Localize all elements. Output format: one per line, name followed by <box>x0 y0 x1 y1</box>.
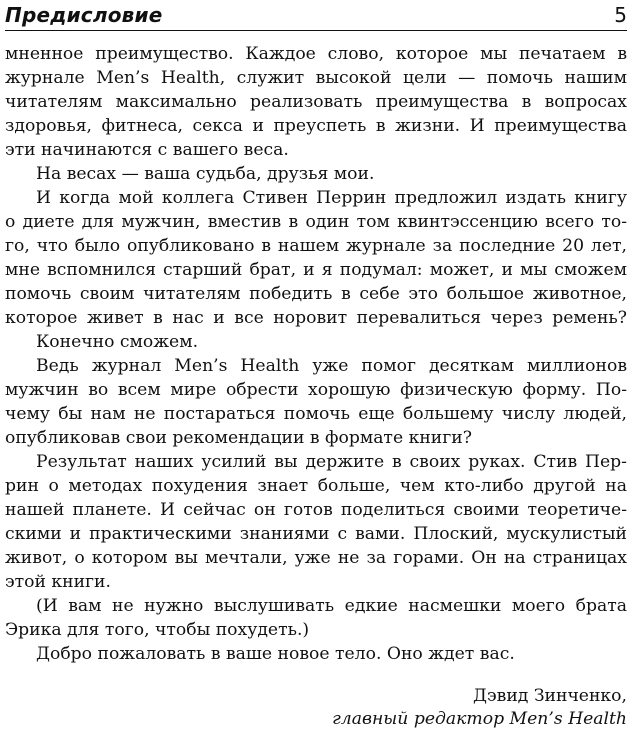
text-line: эти начинаются с вашего веса. <box>5 140 289 160</box>
text-line: го, что было опубликовано в нашем журнале за последние 20 лет, <box>5 236 627 256</box>
text-line: живот, о котором вы мечтали, уже не за горами. Он на страницах <box>5 548 627 568</box>
text-line: Эрика для того, чтобы похудеть.) <box>5 620 310 640</box>
page-header <box>5 0 627 31</box>
text-line: (И вам не нужно выслушивать едкие насмешки моего брата <box>36 596 627 616</box>
text-line: рин о методах похудения знает больше, чем кто-либо другой на <box>5 476 627 496</box>
text-line: опубликовав свои рекомендации в формате книги? <box>5 428 472 448</box>
text-line: скими и практическими знаниями с вами. Плоский, мускулистый <box>5 524 627 544</box>
text-line: Результат наших усилий вы держите в своих руках. Стив Пер- <box>36 452 627 472</box>
text-line: Конечно сможем. <box>36 332 199 352</box>
text-line: этой книги. <box>5 572 111 592</box>
text-line: мне вспомнился старший брат, и я подумал: может, и мы сможем <box>5 260 627 280</box>
text-line: Добро пожаловать в ваше новое тело. Оно ждет вас. <box>36 644 515 664</box>
running-title: Предисловие <box>5 3 163 27</box>
text-line: читателям максимально реализовать преимущества в вопросах <box>5 92 627 112</box>
text-line: Ведь журнал Men’s Health уже помог десяткам миллионов <box>36 356 627 376</box>
body-text <box>5 42 627 666</box>
text-line: чему бы нам не постараться помочь еще большему числу людей, <box>5 404 627 424</box>
text-line: здоровья, фитнеса, секса и преуспеть в жизни. И преимущества <box>5 116 627 136</box>
text-line: журнале Men’s Health, служит высокой цели — помочь нашим <box>5 68 627 88</box>
text-line: мужчин во всем мире обрести хорошую физическую форму. По- <box>5 380 627 400</box>
text-line: На весах — ваша судьба, друзья мои. <box>36 164 375 184</box>
text-line: мненное преимущество. Каждое слово, которое мы печатаем в <box>5 44 627 64</box>
text-line: о диете для мужчин, вместив в один том квинтэссенцию всего то- <box>5 212 627 232</box>
text-line: помочь своим читателям победить в себе это большое животное, <box>5 284 627 304</box>
signature-name: Дэвид Зинченко, <box>473 686 627 706</box>
signature-title: главный редактор Men’s Health <box>332 709 627 729</box>
text-line: И когда мой коллега Стивен Перрин предложил издать книгу <box>36 188 627 208</box>
page-number: 5 <box>614 3 627 27</box>
text-line: нашей планете. И сейчас он готов поделиться своими теоретиче- <box>5 500 627 520</box>
text-line: которое живет в нас и все норовит перевалиться через ремень? <box>5 308 627 328</box>
